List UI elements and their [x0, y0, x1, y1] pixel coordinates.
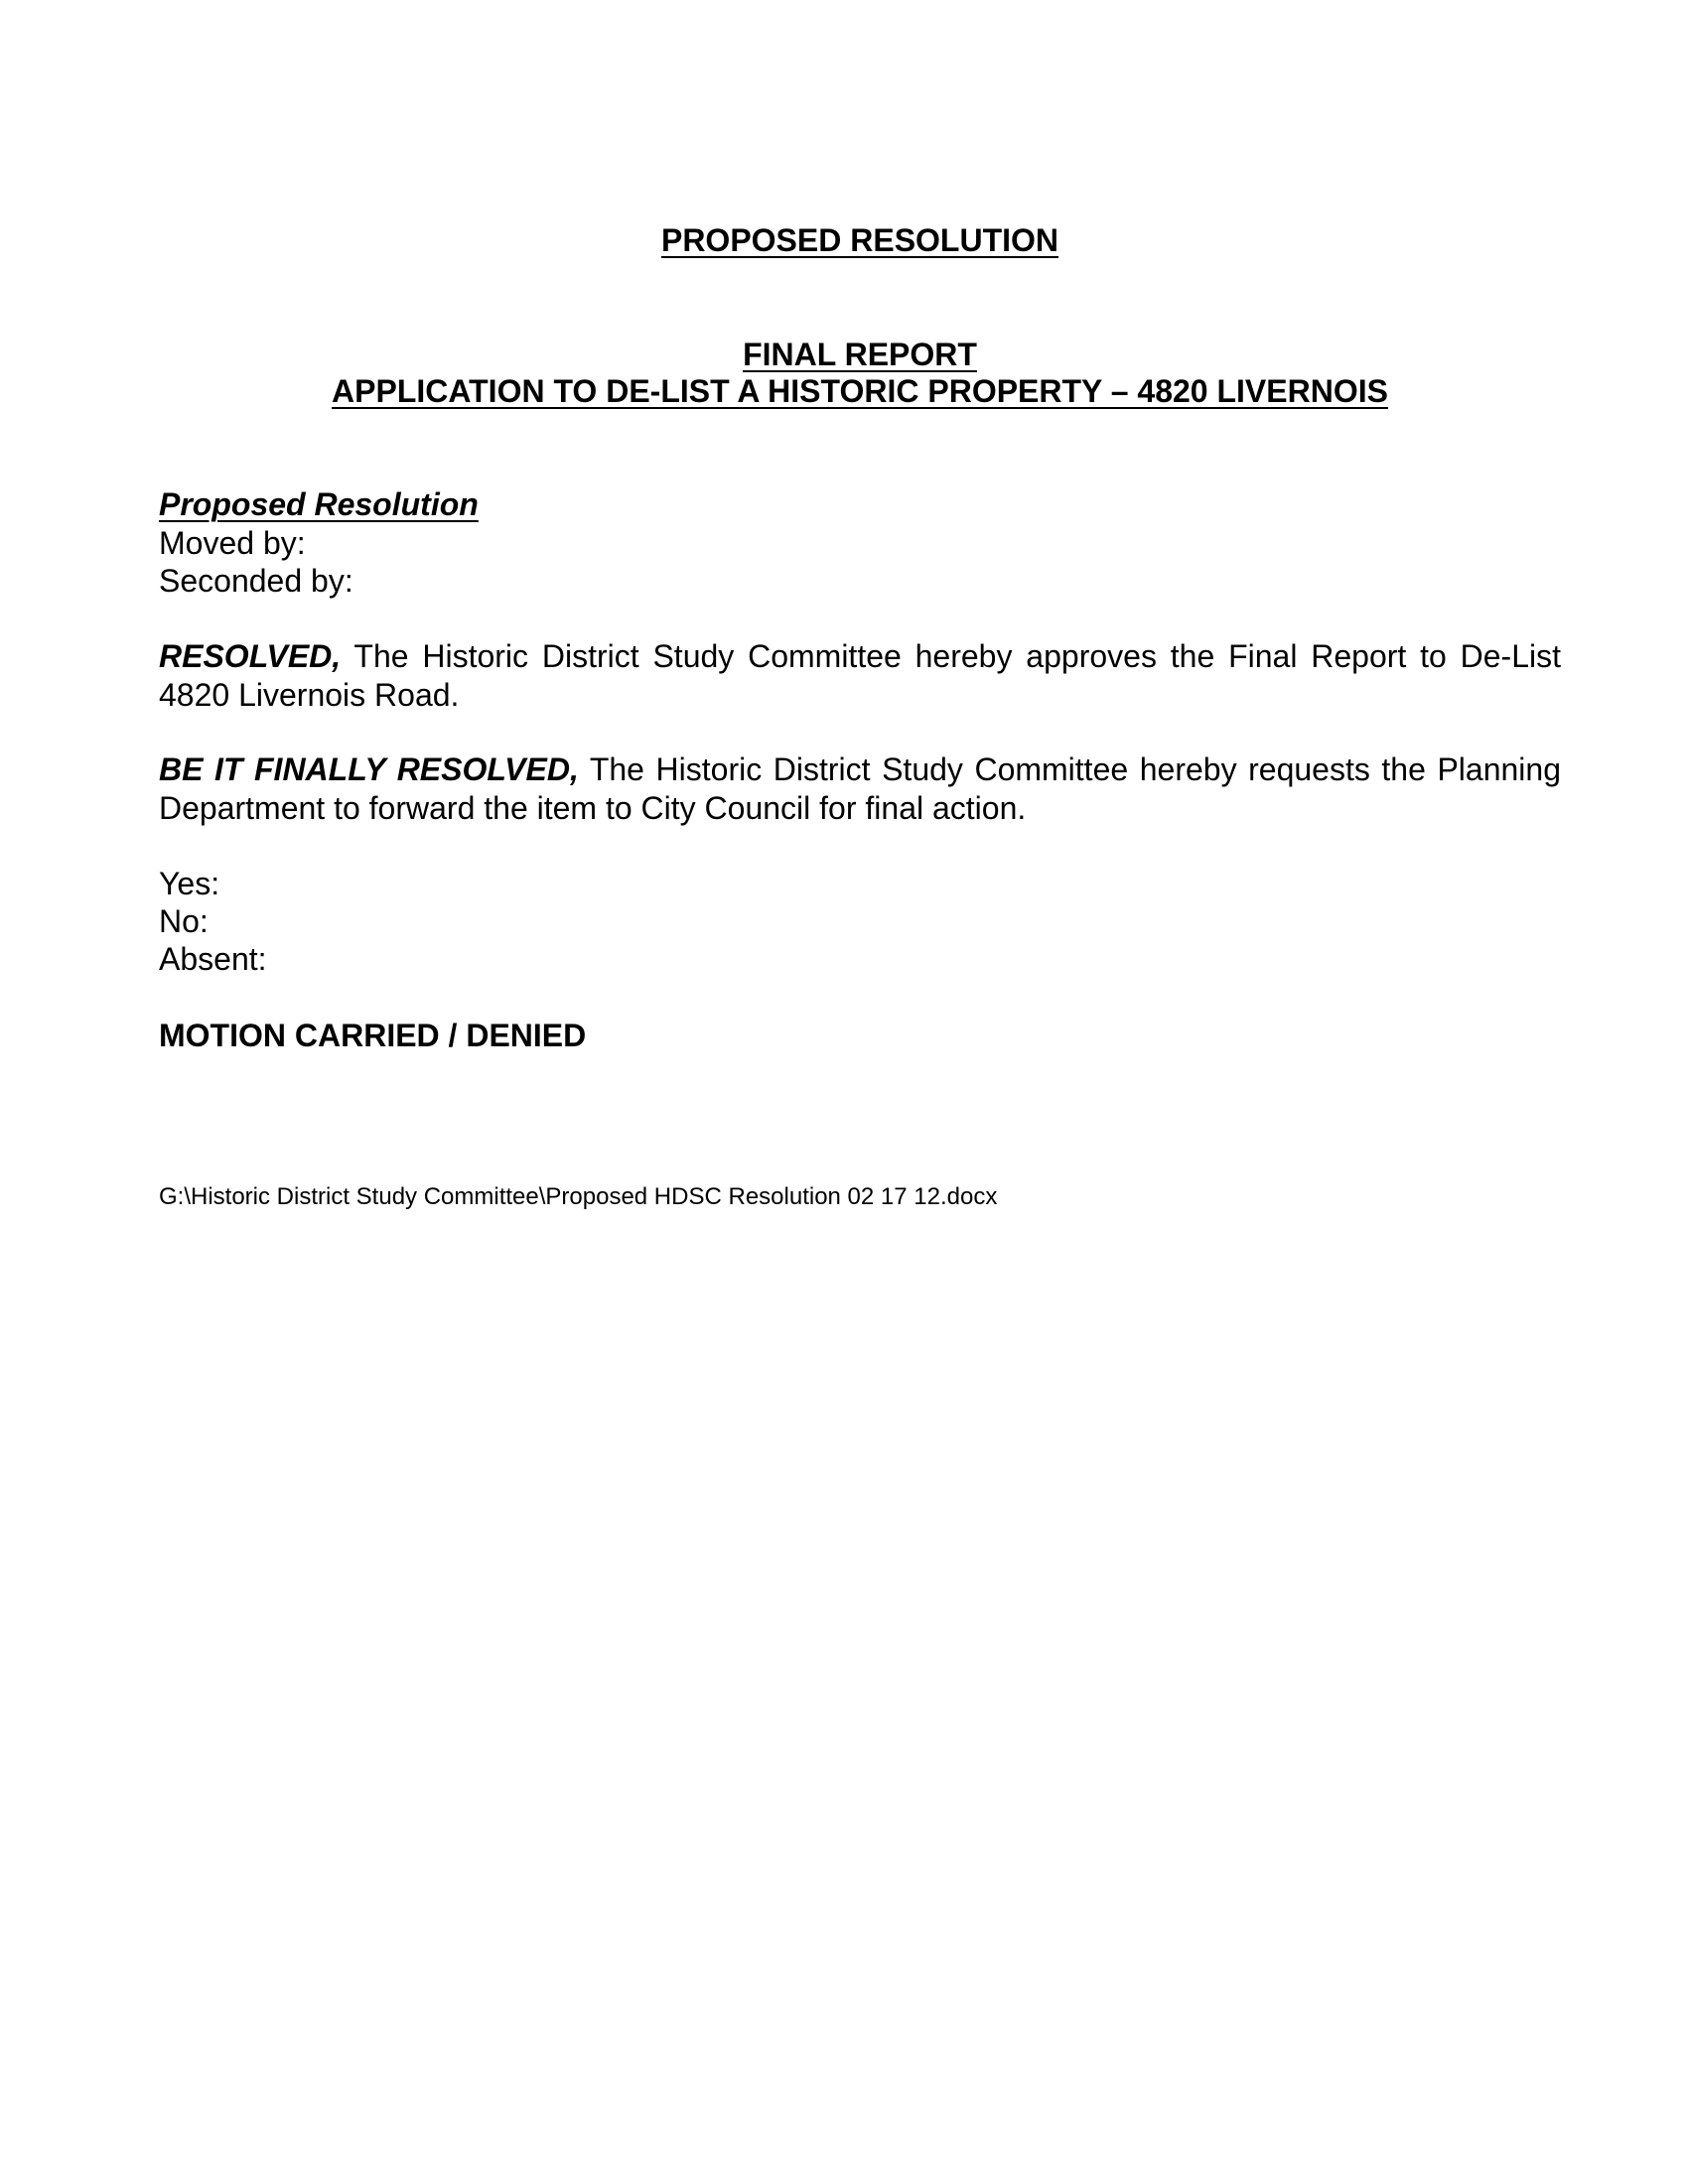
moved-by-label: Moved by: — [159, 525, 306, 561]
resolved-paragraph — [159, 637, 1561, 715]
application-title: APPLICATION TO DE-LIST A HISTORIC PROPERTY – 4820 LIVERNOIS — [332, 373, 1388, 409]
motion-status: MOTION CARRIED / DENIED — [159, 1018, 587, 1053]
section-title: Proposed Resolution — [159, 486, 479, 522]
finally-resolved-text: The Historic District Study Committee hereby requests the Planning Department to forward the item to City Council for final action. — [159, 751, 1562, 826]
vote-yes-label: Yes: — [159, 866, 220, 901]
vote-no-label: No: — [159, 903, 209, 939]
report-title: FINAL REPORT — [743, 337, 977, 372]
finally-resolved-paragraph — [159, 751, 1561, 828]
file-path: G:\Historic District Study Committee\Proposed HDSC Resolution 02 17 12.docx — [159, 1183, 998, 1210]
vote-absent-label: Absent: — [159, 941, 267, 977]
finally-resolved-lead: BE IT FINALLY RESOLVED, — [159, 751, 579, 787]
resolved-text: The Historic District Study Committee hereby approves the Final Report to De-List 4820 Livernois Road. — [159, 638, 1561, 713]
seconded-by-label: Seconded by: — [159, 563, 353, 599]
document-title: PROPOSED RESOLUTION — [660, 222, 1059, 258]
resolved-lead: RESOLVED, — [159, 638, 342, 674]
